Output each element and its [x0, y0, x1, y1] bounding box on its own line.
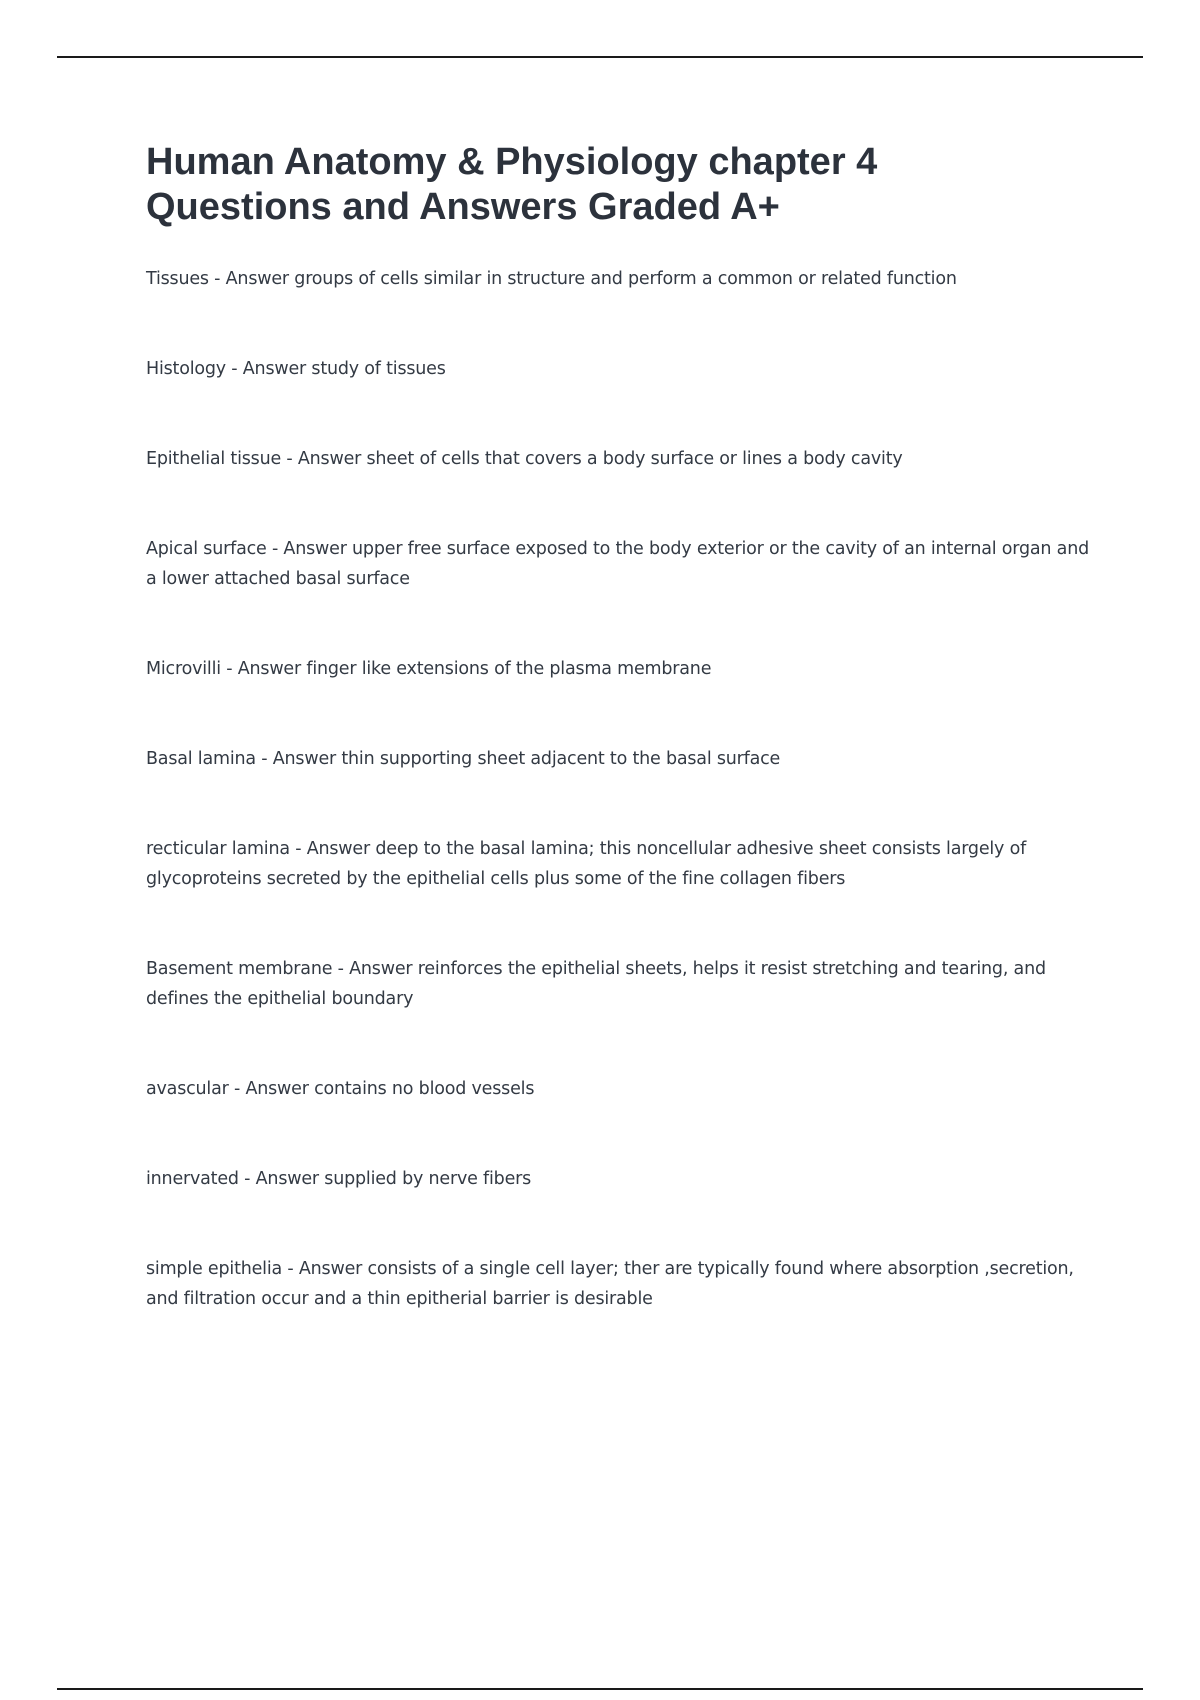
- document-body: [146, 140, 1096, 1374]
- qa-entry-avascular: avascular - Answer contains no blood vessels: [146, 1079, 535, 1099]
- top-rule: [57, 56, 1143, 58]
- qa-entry-microvilli: Microvilli - Answer finger like extensions of the plasma membrane: [146, 659, 712, 679]
- qa-entry-basal-lamina: Basal lamina - Answer thin supporting sheet adjacent to the basal surface: [146, 749, 781, 769]
- qa-entry-tissues: Tissues - Answer groups of cells similar in structure and perform a common or related function: [146, 269, 957, 289]
- bottom-rule: [57, 1688, 1143, 1690]
- qa-entry-basement-membrane: Basement membrane - Answer reinforces the epithelial sheets, helps it resist stretching and tearing, and defines the epithelial boundary: [146, 959, 1046, 1009]
- title-line-1: Human Anatomy & Physiology chapter 4: [146, 141, 878, 183]
- qa-entry-innervated: innervated - Answer supplied by nerve fibers: [146, 1169, 532, 1189]
- document-title: [146, 140, 1096, 230]
- qa-entry-apical-surface: Apical surface - Answer upper free surface exposed to the body exterior or the cavity of an internal organ and a lower attached basal surface: [146, 539, 1090, 589]
- qa-list: [146, 264, 1096, 1314]
- qa-entry-epithelial-tissue: Epithelial tissue - Answer sheet of cells that covers a body surface or lines a body cavity: [146, 449, 903, 469]
- qa-entry-histology: Histology - Answer study of tissues: [146, 359, 446, 379]
- qa-entry-recticular-lamina: recticular lamina - Answer deep to the basal lamina; this noncellular adhesive sheet consists largely of glycoproteins secreted by the epithelial cells plus some of the fine collagen fibers: [146, 839, 1027, 889]
- title-line-2: Questions and Answers Graded A+: [146, 186, 780, 228]
- qa-entry-simple-epithelia: simple epithelia - Answer consists of a single cell layer; ther are typically found where absorption ,secretion, and filtration occur and a thin epitherial barrier is desirable: [146, 1259, 1074, 1309]
